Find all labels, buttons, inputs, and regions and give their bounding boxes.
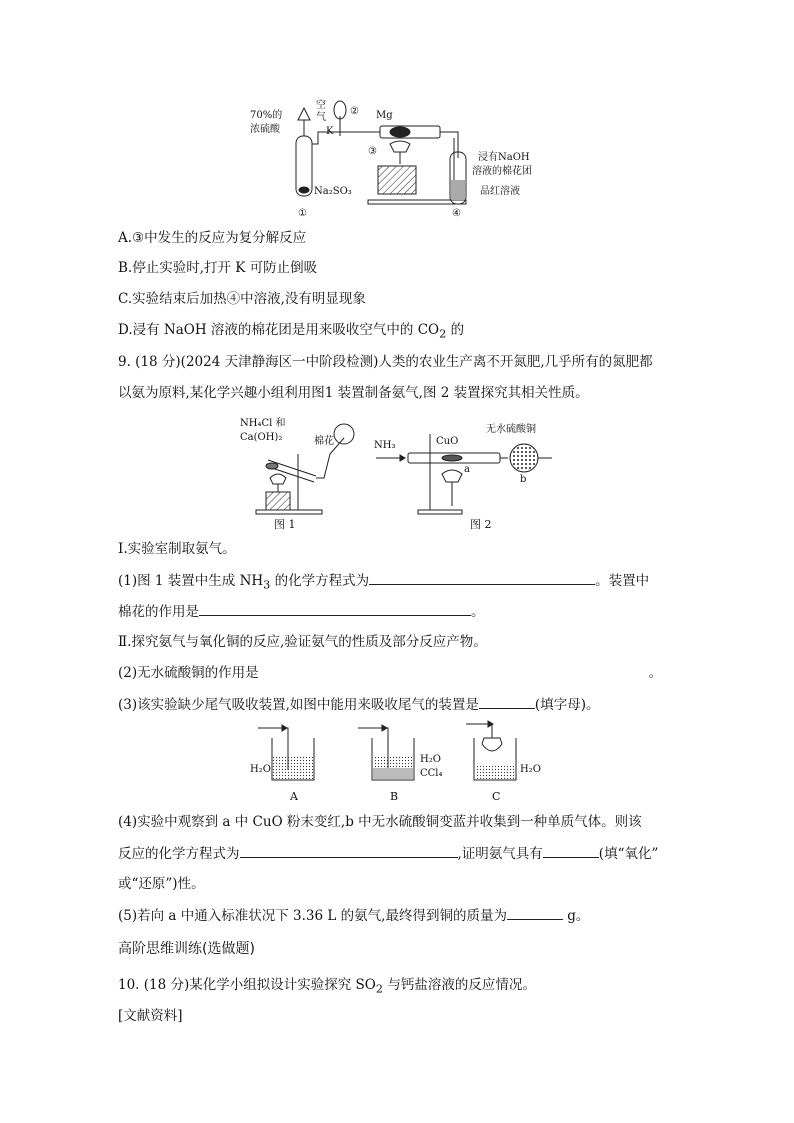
- label-circle-1: ①: [298, 208, 307, 219]
- answer-blank-6[interactable]: [507, 905, 563, 920]
- fig3-caption-a: A: [290, 790, 298, 803]
- fig1-caption: 图 1: [274, 518, 296, 531]
- fig1-cotton: 棉花: [314, 436, 334, 447]
- fig3-caption-c: C: [492, 790, 501, 803]
- fig3-h2o-b: H₂O: [420, 754, 441, 765]
- answer-blank-1[interactable]: [369, 570, 595, 585]
- part-2-heading: Ⅱ.探究氨气与氧化铜的反应,验证氨气的性质及部分反应产物。: [118, 634, 487, 650]
- label-naoh-1: 浸有NaOH: [478, 152, 530, 163]
- part-1-heading: Ⅰ.实验室制取氨气。: [118, 541, 236, 557]
- q9-stem-line1: 9. (18 分)(2024 天津静海区一中阶段检测)人类的农业生产离不开氮肥,几乎所有的氮肥都: [118, 354, 653, 370]
- label-na2so3: Na₂SO₃: [314, 186, 352, 197]
- label-pinhong: 品红溶液: [480, 186, 520, 197]
- answer-blank-3[interactable]: [479, 694, 535, 709]
- fig-2-cuo-reaction: [372, 418, 562, 532]
- q9-4-line2: 反应的化学方程式为 ,证明氨气具有 (填“氧化”: [118, 843, 658, 864]
- q9-stem-line2: 以氨为原料,某化学兴趣小组利用图1 装置制备氨气,图 2 装置探究其相关性质。: [118, 385, 589, 401]
- q9-3: (3)该实验缺少尾气吸收装置,如图中能用来吸收尾气的装置是 (填字母)。: [118, 694, 599, 715]
- fig-1-ammonia-preparation: [238, 414, 358, 532]
- q9-5: (5)若向 a 中通入标准状况下 3.36 L 的氨气,最终得到铜的质量为 g。: [118, 905, 589, 926]
- fig3-ccl4: CCl₄: [420, 768, 443, 779]
- fig-tail-gas-absorbers: [248, 720, 558, 806]
- label-circle-4: ④: [452, 208, 461, 219]
- option-b: B.停止实验时,打开 K 可防止倒吸: [118, 260, 318, 276]
- fig2-label-b: b: [520, 474, 527, 485]
- q10-stem: 10. (18 分)某化学小组拟设计实验探究 $SO_2$ 与钙盐溶液的反应情况。: [118, 977, 536, 996]
- q9-1-line2: 棉花的作用是 。: [118, 601, 485, 622]
- fig2-nh3: NH₃: [374, 440, 396, 451]
- fig2-cuso4: 无水硫酸铜: [486, 424, 536, 435]
- option-a: A.③中发生的反应为复分解反应: [118, 230, 307, 246]
- fig3-h2o-a: H₂O: [250, 764, 271, 775]
- q9-1-line1: (1)图 1 装置中生成 $NH_3$ 的化学方程式为 。装置中: [118, 570, 649, 596]
- label-naoh-2: 溶液的棉花团: [472, 166, 532, 177]
- fig3-h2o-c: H₂O: [520, 764, 541, 775]
- section-heading: 高阶思维训练(选做题): [118, 941, 255, 957]
- q9-2: (2)无水硫酸铜的作用是 。: [118, 665, 663, 681]
- q10-literature: [文献资料]: [118, 1008, 183, 1024]
- label-air-2: 气: [316, 112, 326, 123]
- label-k: K: [326, 126, 334, 137]
- q9-4-line3: 或“还原”)性。: [118, 876, 205, 892]
- fig1-reagent-2: Ca(OH)₂: [240, 432, 283, 443]
- fig3-caption-b: B: [390, 790, 399, 803]
- q9-4-line1: (4)实验中观察到 a 中 CuO 粉末变红,b 中无水硫酸铜变蓝并收集到一种单质气体。则该: [118, 814, 642, 830]
- option-d: D.浸有 NaOH 溶液的棉花团是用来吸收空气中的 $CO_2$ 的: [118, 322, 465, 341]
- label-air-1: 空: [316, 100, 326, 111]
- answer-blank-2[interactable]: [199, 601, 471, 616]
- fig2-cuo: CuO: [436, 436, 459, 447]
- label-acid-2: 浓硫酸: [250, 124, 280, 135]
- answer-blank-4[interactable]: [240, 843, 458, 858]
- fig1-reagent-1: NH₄Cl 和: [240, 418, 286, 429]
- label-circle-2: ②: [350, 106, 359, 117]
- label-circle-3: ③: [368, 146, 377, 157]
- answer-blank-5[interactable]: [543, 843, 599, 858]
- label-acid-1: 70%的: [250, 110, 283, 121]
- option-c: C.实验结束后加热④中溶液,没有明显现象: [118, 291, 366, 307]
- fig-so2-mg-apparatus: [240, 96, 550, 222]
- fig2-caption: 图 2: [470, 518, 492, 531]
- fig2-label-a: a: [464, 464, 470, 475]
- label-mg: Mg: [376, 110, 393, 121]
